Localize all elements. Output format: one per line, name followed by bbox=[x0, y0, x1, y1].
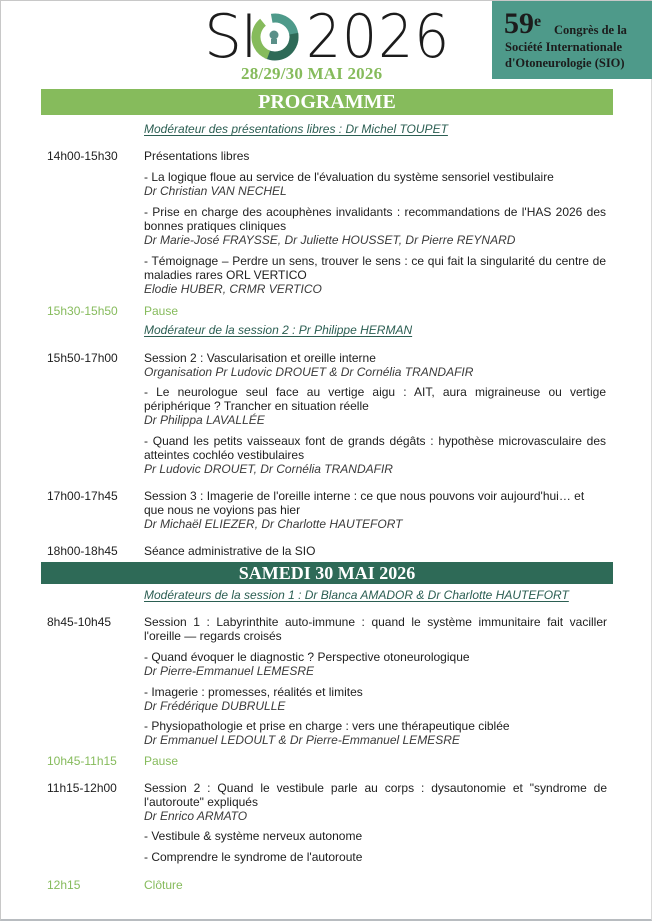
talk-item bbox=[144, 685, 606, 713]
talk-title: - La logique floue au service de l'évaluation du système sensoriel vestibulaire bbox=[144, 170, 554, 184]
talk-authors: Dr Pierre-Emmanuel LEMESRE bbox=[144, 664, 315, 678]
slot-time: 8h45-10h45 bbox=[47, 615, 112, 629]
talk-authors: Pr Ludovic DROUET, Dr Cornélia TRANDAFIR bbox=[144, 462, 393, 476]
logo-sio-text: SI bbox=[204, 2, 256, 72]
slot-authors: Dr Enrico ARMATO bbox=[144, 809, 248, 823]
talk-item bbox=[144, 254, 606, 296]
congress-badge bbox=[492, 1, 652, 79]
talk-authors: Dr Philippa LAVALLÉE bbox=[144, 413, 265, 427]
header bbox=[1, 1, 652, 86]
slot-title: Présentations libres bbox=[144, 149, 250, 163]
talk-title: - Quand évoquer le diagnostic ? Perspective otoneurologique bbox=[144, 650, 470, 664]
talk-title: - Physiopathologie et prise en charge : vers une thérapeutique ciblée bbox=[144, 719, 510, 733]
talk-item bbox=[144, 434, 606, 476]
slot-title: Session 1 : Labyrinthite auto-immune : quand le système immunitaire fait vaciller l'oreille — regards croisés bbox=[144, 615, 607, 643]
congress-line-2: Société Internationale bbox=[505, 40, 622, 54]
logo-ear-ring-icon bbox=[251, 13, 299, 61]
talk-title: - Le neurologue seul face au vertige aigu : AIT, aura migraineuse ou vertige périphérique ? Trancher en situation réelle bbox=[144, 385, 606, 413]
congress-dates: 28/29/30 MAI 2026 bbox=[241, 64, 383, 83]
pause-label: Pause bbox=[144, 754, 179, 768]
talk-item bbox=[144, 850, 606, 864]
congress-number: 59e bbox=[504, 7, 542, 40]
talk-title: - Témoignage – Perdre un sens, trouver le sens : ce qui fait la singularité du centre de maladies rares ORL VERTICO bbox=[144, 254, 606, 282]
slot-organisers: Organisation Pr Ludovic DROUET & Dr Cornélia TRANDAFIR bbox=[144, 365, 474, 379]
closing-label: Clôture bbox=[144, 878, 183, 892]
talk-item bbox=[144, 170, 606, 198]
slot-time: 17h00-17h45 bbox=[47, 489, 118, 503]
slot-title: Session 3 : Imagerie de l'oreille interne : ce que nous pouvons voir aujourd'hui… et que nous ne voyions pas hier Dr Michaël ELIEZER, Dr Charlotte HAUTEFORT bbox=[144, 489, 607, 531]
talk-authors: Dr Christian VAN NECHEL bbox=[144, 184, 287, 198]
pause-label: Pause bbox=[144, 304, 179, 318]
slot-authors: Dr Michaël ELIEZER, Dr Charlotte HAUTEFORT bbox=[144, 517, 403, 531]
slot-time: 15h50-17h00 bbox=[47, 351, 118, 365]
talk-title: - Comprendre le syndrome de l'autoroute bbox=[144, 850, 363, 864]
slot-time: 14h00-15h30 bbox=[47, 149, 118, 163]
talk-item bbox=[144, 719, 606, 747]
closing-time: 12h15 bbox=[47, 878, 81, 892]
talk-item bbox=[144, 650, 606, 678]
programme-banner: PROGRAMME bbox=[41, 89, 613, 115]
talk-title: - Quand les petits vaisseaux font de grands dégâts : hypothèse microvasculaire des atteintes cochléo vestibulaires bbox=[144, 434, 606, 462]
pause-time: 10h45-11h15 bbox=[47, 754, 117, 768]
slot-time: 18h00-18h45 bbox=[47, 544, 118, 558]
talk-title: - Prise en charge des acouphènes invalidants : recommandations de l'HAS 2026 des bonnes pratiques cliniques bbox=[144, 205, 606, 233]
congress-line-3: d'Otoneurologie (SIO) bbox=[505, 56, 625, 70]
moderator-free-presentations: Modérateur des présentations libres : Dr Michel TOUPET bbox=[144, 122, 448, 136]
pause-time: 15h30-15h50 bbox=[47, 304, 118, 318]
slot-title: Séance administrative de la SIO bbox=[144, 544, 316, 558]
moderators-saturday-session-1: Modérateurs de la session 1 : Dr Blanca AMADOR & Dr Charlotte HAUTEFORT bbox=[144, 588, 569, 602]
logo-year: 2026 bbox=[306, 2, 451, 72]
talk-authors: Dr Emmanuel LEDOULT & Dr Pierre-Emmanuel LEMESRE bbox=[144, 733, 460, 747]
talk-title: - Vestibule & système nerveux autonome bbox=[144, 829, 363, 843]
moderator-session-2: Modérateur de la session 2 : Pr Philippe HERMAN bbox=[144, 323, 413, 337]
slot-title: Session 2 : Quand le vestibule parle au corps : dysautonomie et "syndrome de l'autoroute" expliqués Dr Enrico ARMATO bbox=[144, 781, 607, 823]
congress-line-1: Congrès de la bbox=[554, 23, 627, 37]
slot-time: 11h15-12h00 bbox=[47, 781, 117, 795]
talk-authors: Dr Frédérique DUBRULLE bbox=[144, 699, 286, 713]
talk-item bbox=[144, 385, 606, 427]
talk-title: - Imagerie : promesses, réalités et limites bbox=[144, 685, 363, 699]
talk-authors: Dr Marie-José FRAYSSE, Dr Juliette HOUSSET, Dr Pierre REYNARD bbox=[144, 233, 516, 247]
talk-item bbox=[144, 829, 606, 843]
talk-item bbox=[144, 205, 606, 247]
talk-authors: Elodie HUBER, CRMR VERTICO bbox=[144, 282, 322, 296]
saturday-banner: SAMEDI 30 MAI 2026 bbox=[41, 562, 613, 584]
slot-title: Session 2 : Vascularisation et oreille interne Organisation Pr Ludovic DROUET & Dr Cornélia TRANDAFIR bbox=[144, 351, 607, 379]
